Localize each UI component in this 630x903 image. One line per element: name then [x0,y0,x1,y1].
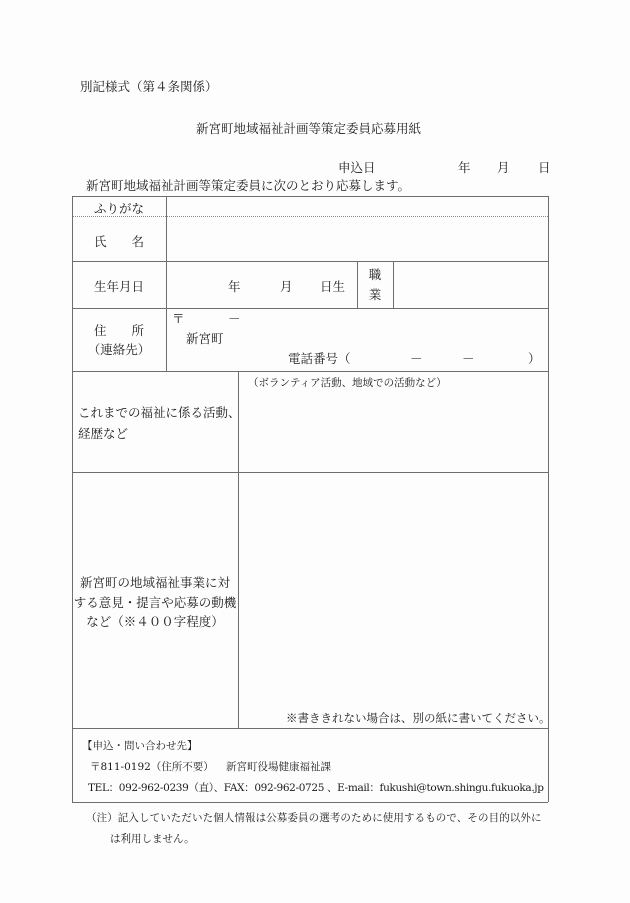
application-date-label: 申込日 [338,160,376,175]
address-label: 住 所 [93,323,144,338]
postal-dash: － [228,311,241,326]
birthdate-input[interactable] [167,262,356,307]
occupation-label-1: 職 [368,267,382,282]
address-contact-label: （連絡先） [87,342,151,357]
activities-input[interactable] [239,390,547,471]
intro-text: 新宮町地域福祉計画等策定委員に次のとおり応募します。 [86,178,411,193]
application-date-month: 月 [497,160,510,175]
activities-label-line1: これまでの福祉に係る活動、 [78,405,241,420]
name-input[interactable] [167,218,547,260]
form-reference: 別記様式（第４条関係） [80,79,218,94]
postal-mark: 〒 [172,311,185,326]
application-date-day: 日 [538,160,551,175]
phone-close-paren: ） [528,351,541,366]
opinion-input[interactable] [239,473,547,705]
address-input[interactable] [167,309,547,370]
opinion-label-line2: する意見・提言や応募の動機 [73,595,237,610]
furigana-input[interactable] [167,197,547,215]
opinion-label-line1: 新宮町の地域福祉事業に対 [79,575,230,590]
contact-heading: 【申込・問い合わせ先】 [82,740,198,752]
privacy-note-line2: は利用しません。 [110,833,195,845]
activities-label-line2: 経歴など [78,426,129,441]
birthdate-label: 生年月日 [93,279,144,294]
document-title: 新宮町地域福祉計画等策定委員応募用紙 [196,121,422,136]
phone-dash-2: － [462,351,475,366]
town-prefix: 新宮町 [186,331,224,346]
occupation-input[interactable] [394,262,547,307]
application-date-year: 年 [458,160,471,175]
birth-year-unit: 年 [228,279,241,294]
table-border-bottom [72,802,548,803]
phone-dash-1: － [410,351,423,366]
contact-postal: 〒811-0192（住所不要） [90,761,214,773]
name-label: 氏 名 [93,234,144,249]
occupation-label-2: 業 [368,287,382,302]
privacy-note-line1: （注）記入していただいた個人情報は公募委員の選考のために使用するもので、その目的以外に [86,812,542,824]
activities-hint: （ボランティア活動、地域での活動など） [248,377,447,389]
birth-day-unit: 日生 [320,279,346,294]
contact-department: 新宮町役場健康福祉課 [226,761,331,773]
contact-phone-fax-email: TEL：092-962-0239（直）、FAX：092-962-0725 、E-mail：fukushi@town.shingu.fukuoka.jp [88,782,544,794]
phone-label: 電話番号（ [288,351,351,366]
opinion-label-line3: など（※４００字程度） [86,614,224,629]
birth-month-unit: 月 [280,279,293,294]
row-divider [72,728,548,729]
opinion-overflow-note: ※書ききれない場合は、別の紙に書いてください。 [286,711,551,725]
furigana-label: ふりがな [93,201,144,216]
row-divider [72,371,548,372]
